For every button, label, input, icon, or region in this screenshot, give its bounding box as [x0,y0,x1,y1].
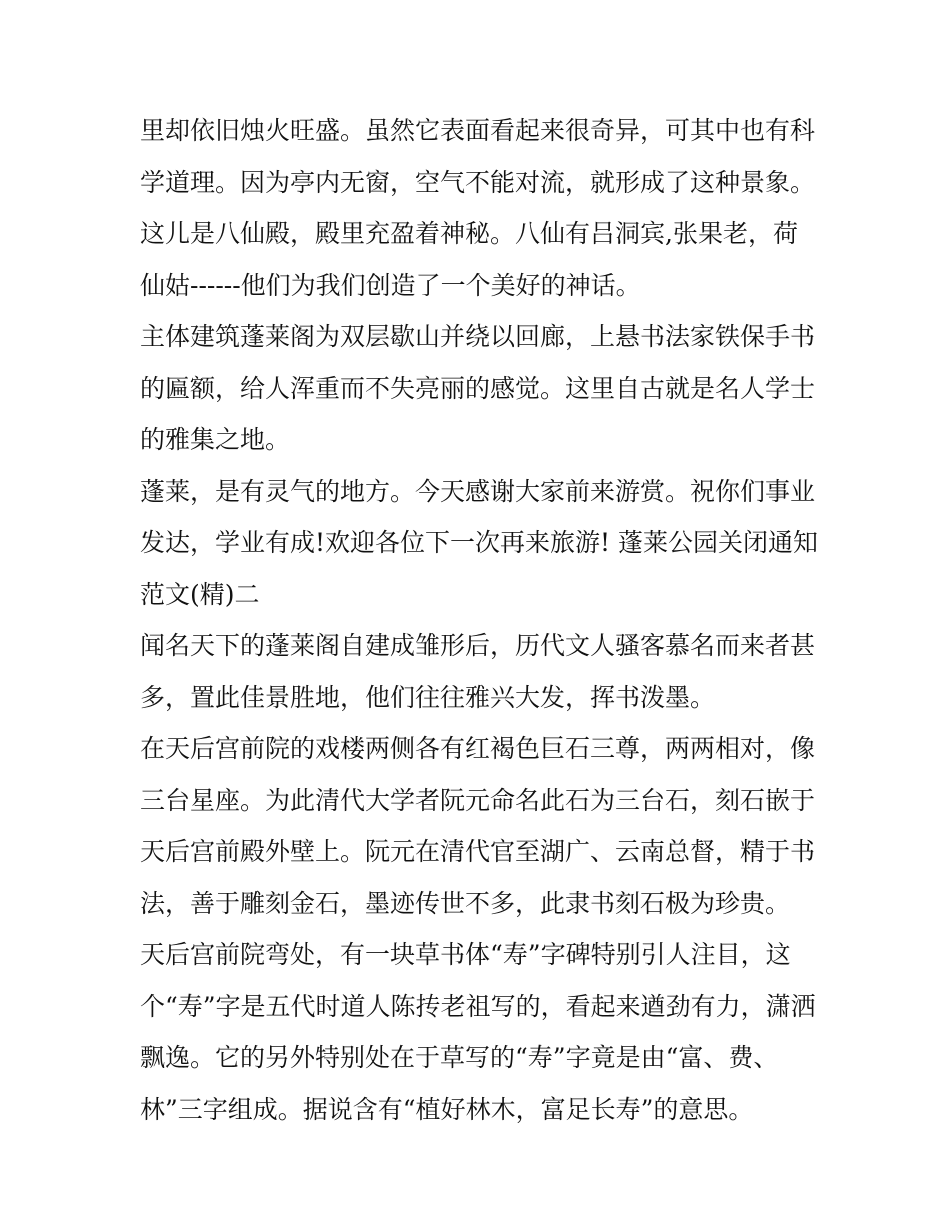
text-line: 飘逸。它的另外特别处在于草写的“寿”字竟是由“富、费、 [140,1043,779,1072]
text-line: 的匾额，给人浑重而不失亮丽的感觉。这里自古就是名人学士 [140,373,816,403]
text-line: 林”三字组成。据说含有“植好林木，富足长寿”的意思。 [140,1094,754,1124]
text-line: 的雅集之地。 [140,425,291,454]
text-line: 三台星座。为此清代大学者阮元命名此石为三台石，刻石嵌于 [140,785,816,815]
text-line: 法，善于雕刻金石，墨迹传世不多，此隶书刻石极为珍贵。 [140,888,791,918]
text-line: 天后宫前院弯处，有一块草书体“寿”字碑特别引人注目，这 [140,940,791,969]
text-line: 这儿是八仙殿，殿里充盈着神秘。八仙有吕洞宾,张果老，荷 [140,219,798,248]
text-line: 多，置此佳景胜地，他们往往雅兴大发，挥书泼墨。 [140,682,716,712]
text-line: 发达，学业有成!欢迎各位下一次再来旅游! 蓬莱公园关闭通知 [140,528,819,557]
body-text [140,105,820,1135]
text-line: 仙姑------他们为我们创造了一个美好的神话。 [140,270,641,300]
text-line: 天后宫前殿外壁上。阮元在清代官至湖广、云南总督，精于书 [140,837,816,866]
text-line: 闻名天下的蓬莱阁自建成雏形后，历代文人骚客慕名而来者甚 [140,631,816,660]
text-line: 范文(精)二 [140,579,260,609]
text-line: 里却依旧烛火旺盛。虽然它表面看起来很奇异，可其中也有科 [140,116,816,145]
text-line: 主体建筑蓬莱阁为双层歇山并绕以回廊，上悬书法家铁保手书 [140,322,816,351]
text-line: 在天后宫前院的戏楼两侧各有红褐色巨石三尊，两两相对，像 [140,734,816,763]
text-line: 个“寿”字是五代时道人陈抟老祖写的，看起来遒劲有力，潇洒 [140,991,816,1021]
text-line: 学道理。因为亭内无窗，空气不能对流，就形成了这种景象。 [140,167,816,197]
text-line: 蓬莱，是有灵气的地方。今天感谢大家前来游赏。祝你们事业 [140,476,816,506]
